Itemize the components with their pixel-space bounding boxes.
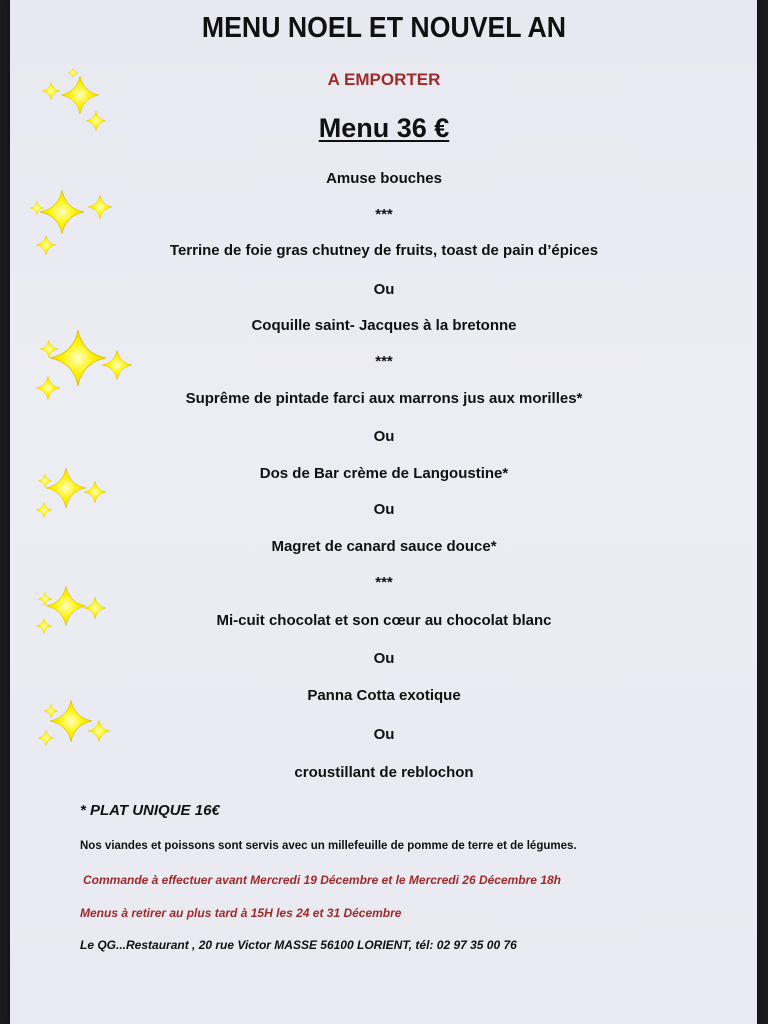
- or-separator: Ou: [373, 726, 395, 743]
- dish-item: croustillant de reblochon: [294, 764, 474, 781]
- side-dish-note: Nos viandes et poissons sont servis avec un millefeuille de pomme de terre et de légumes.: [80, 840, 577, 852]
- dish-item: Terrine de foie gras chutney de fruits, toast de pain d’épices: [169, 242, 599, 259]
- dish-item: Panna Cotta exotique: [307, 687, 461, 704]
- dish-item: Magret de canard sauce douce*: [271, 538, 497, 555]
- or-separator: Ou: [373, 501, 395, 518]
- dish-item: Amuse bouches: [326, 170, 442, 187]
- menu-title: MENU NOEL ET NOUVEL AN: [201, 12, 567, 44]
- or-separator: Ou: [373, 428, 395, 445]
- course-separator: ***: [375, 206, 393, 223]
- order-deadline: Commande à effectuer avant Mercredi 19 Décembre et le Mercredi 26 Décembre 18h: [83, 873, 561, 887]
- course-separator: ***: [375, 353, 393, 370]
- takeaway-subtitle: A EMPORTER: [327, 70, 441, 89]
- sparkle-star-icon: [84, 481, 106, 503]
- course-separator: ***: [375, 574, 393, 591]
- menu-price: Menu 36 €: [318, 113, 450, 143]
- pickup-info: Menus à retirer au plus tard à 15H les 24 et 31 Décembre: [80, 906, 402, 920]
- dish-item: Mi-cuit chocolat et son cœur au chocolat blanc: [216, 612, 552, 629]
- dish-item: Suprême de pintade farci aux marrons jus aux morilles*: [185, 390, 583, 407]
- dish-item: Dos de Bar crème de Langoustine*: [259, 465, 509, 482]
- or-separator: Ou: [373, 281, 395, 298]
- or-separator: Ou: [373, 650, 395, 667]
- restaurant-address: Le QG...Restaurant , 20 rue Victor MASSE 56100 LORIENT, tél: 02 97 35 00 76: [80, 938, 517, 952]
- dish-item: Coquille saint- Jacques à la bretonne: [251, 317, 517, 334]
- plat-unique-price: * PLAT UNIQUE 16€: [80, 802, 220, 819]
